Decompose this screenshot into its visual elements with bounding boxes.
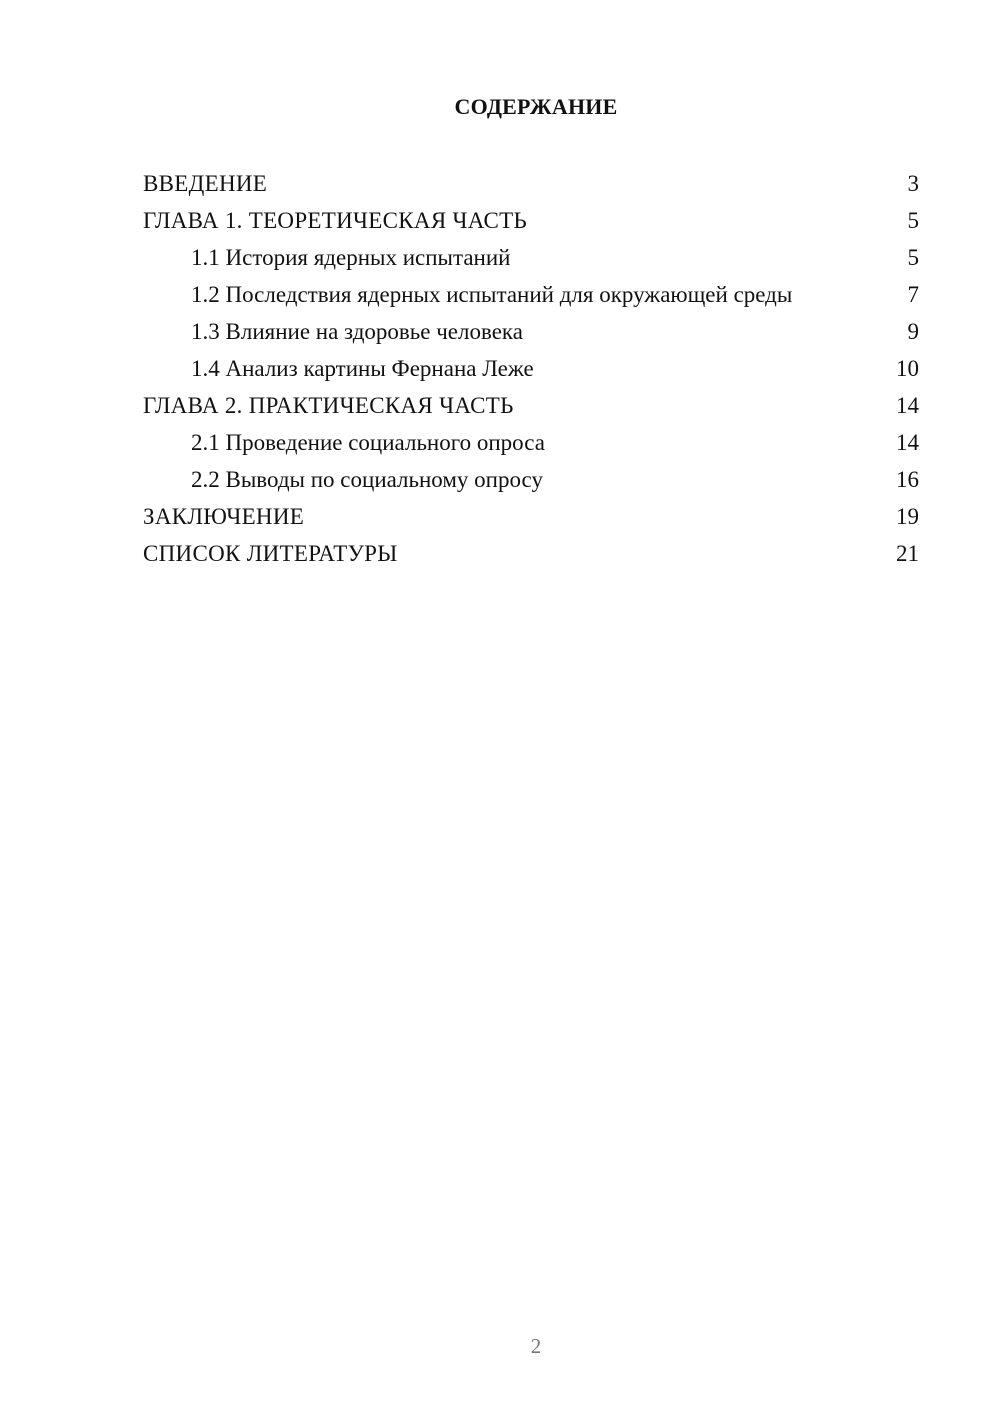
toc-entry-text: 1.1 История ядерных испытаний (191, 245, 511, 270)
toc-entry-section-1-1 (143, 244, 919, 271)
toc-entry-section-2-2 (143, 466, 919, 493)
toc-entry-page: 5 (907, 245, 919, 270)
toc-entry-section-1-2 (143, 281, 919, 308)
toc-entry-text: ГЛАВА 2. ПРАКТИЧЕСКАЯ ЧАСТЬ (143, 393, 514, 418)
page-title: СОДЕРЖАНИЕ (454, 94, 618, 119)
toc-entry-text: СПИСОК ЛИТЕРАТУРЫ (143, 541, 398, 566)
table-of-contents (143, 170, 919, 577)
toc-entry-text: ВВЕДЕНИЕ (143, 171, 268, 196)
toc-entry-page: 5 (907, 208, 919, 233)
toc-entry-section-1-3 (143, 318, 919, 345)
page-number: 2 (530, 1334, 542, 1358)
toc-entry-page: 16 (896, 467, 919, 492)
toc-entry-page: 10 (896, 356, 919, 381)
toc-entry-chapter-2 (143, 392, 919, 419)
toc-entry-text: ГЛАВА 1. ТЕОРЕТИЧЕСКАЯ ЧАСТЬ (143, 208, 528, 233)
toc-entry-page: 9 (907, 319, 919, 344)
toc-entry-section-2-1 (143, 429, 919, 456)
toc-entry-text: ЗАКЛЮЧЕНИЕ (143, 504, 305, 529)
toc-entry-text: 1.2 Последствия ядерных испытаний для окружающей среды (191, 282, 793, 307)
toc-entry-page: 3 (907, 171, 919, 196)
toc-entry-introduction (143, 170, 919, 197)
toc-entry-page: 19 (896, 504, 919, 529)
toc-entry-section-1-4 (143, 355, 919, 382)
toc-entry-references (143, 540, 919, 567)
toc-entry-text: 1.3 Влияние на здоровье человека (191, 319, 523, 344)
toc-entry-page: 7 (907, 282, 919, 307)
toc-entry-page: 14 (896, 393, 919, 418)
toc-entry-page: 21 (896, 541, 919, 566)
toc-entry-text: 2.2 Выводы по социальному опросу (191, 467, 543, 492)
toc-entry-conclusion (143, 503, 919, 530)
toc-entry-chapter-1 (143, 207, 919, 234)
toc-entry-text: 2.1 Проведение социального опроса (191, 430, 545, 455)
toc-entry-page: 14 (896, 430, 919, 455)
toc-entry-text: 1.4 Анализ картины Фернана Леже (191, 356, 534, 381)
